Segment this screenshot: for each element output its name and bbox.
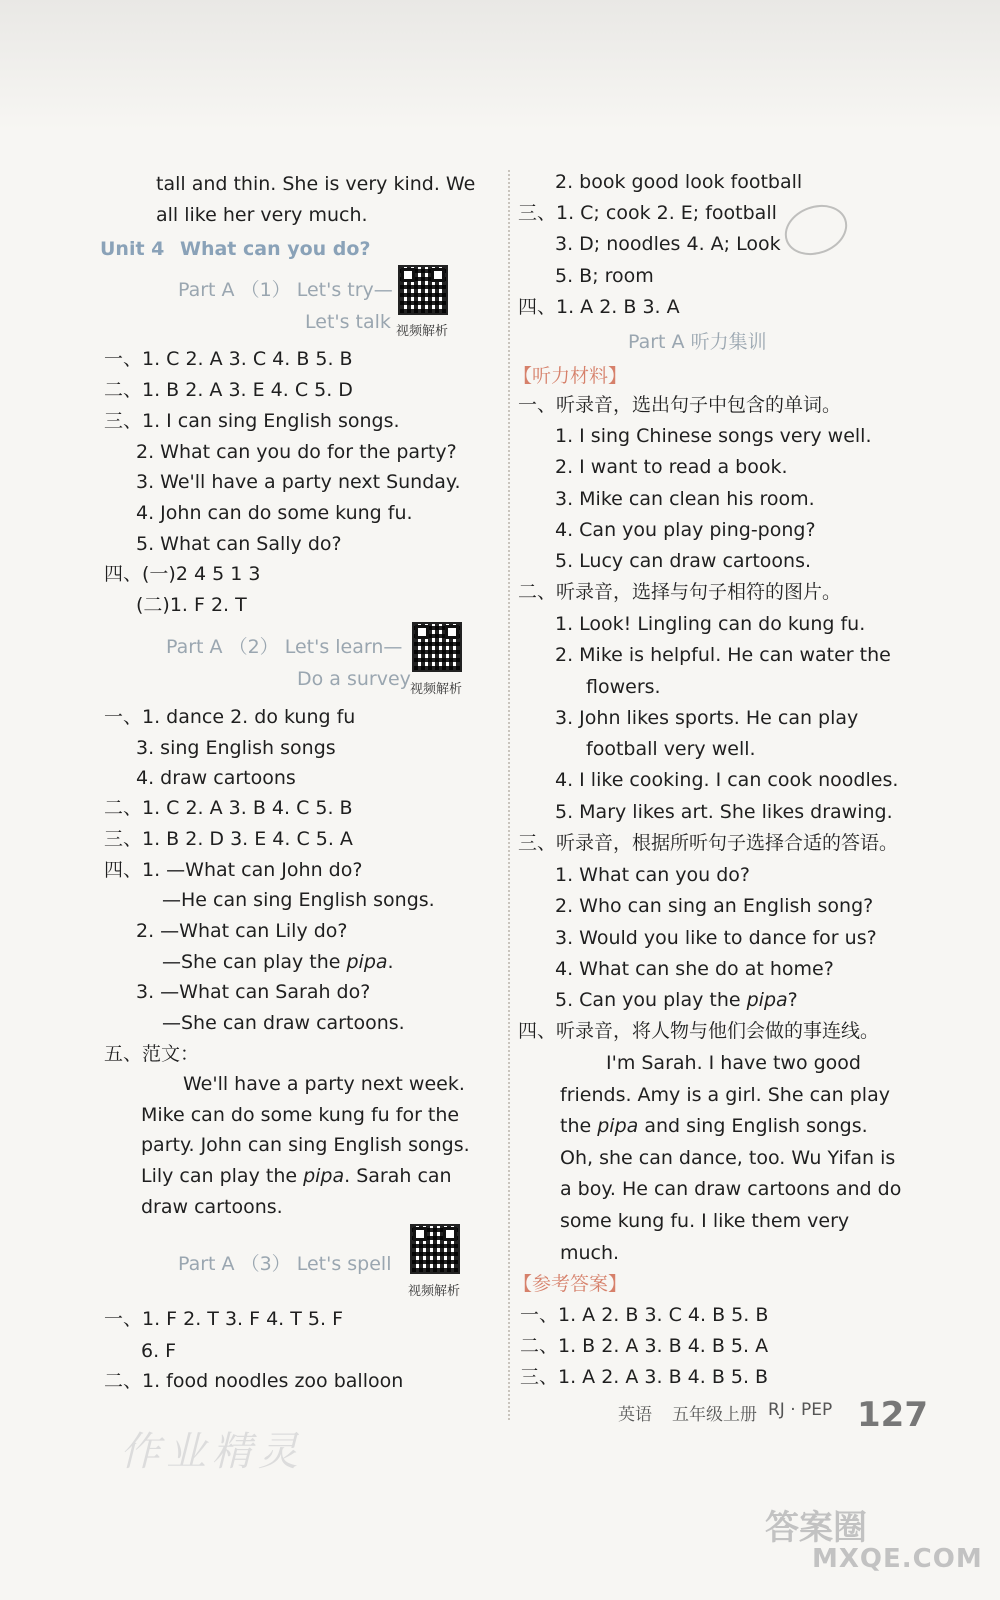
qr-label: 视频解析 bbox=[408, 1284, 461, 1299]
unit-label: Unit 4 bbox=[100, 238, 165, 260]
answer-line: 三、1. I can sing English songs. bbox=[104, 410, 400, 432]
footer-edition: RJ · PEP bbox=[768, 1400, 833, 1420]
answer-line: 3. sing English songs bbox=[136, 737, 336, 759]
text-run: . bbox=[387, 951, 394, 973]
answer-line bbox=[162, 950, 394, 974]
transcript-line bbox=[560, 1114, 868, 1138]
page-number: 127 bbox=[857, 1395, 928, 1435]
italic-word: pipa bbox=[746, 989, 788, 1011]
essay-line: Mike can do some kung fu for the bbox=[141, 1104, 460, 1126]
watermark-text: 作业精灵 bbox=[120, 1429, 304, 1475]
essay-line: party. John can sing English songs. bbox=[141, 1134, 470, 1156]
instruction-line: 三、听录音，根据所听句子选择合适的答语。 bbox=[518, 832, 899, 854]
footer-subject: 英语 bbox=[618, 1405, 652, 1425]
essay-line bbox=[141, 1164, 452, 1188]
section-heading: Part A （2） Let's learn— bbox=[166, 636, 403, 658]
transcript-line: friends. Amy is a girl. She can play bbox=[560, 1084, 890, 1106]
transcript-line: 4. Can you play ping-pong? bbox=[555, 519, 816, 541]
transcript-line: 4. What can she do at home? bbox=[555, 958, 834, 980]
answer-line: 3. —What can Sarah do? bbox=[136, 981, 371, 1003]
answer-line: 3. D; noodles 4. A; Look bbox=[555, 233, 781, 255]
answer-line: 5. B; room bbox=[555, 265, 654, 287]
answer-line: (二)1. F 2. T bbox=[136, 594, 247, 616]
qr-label: 视频解析 bbox=[410, 682, 463, 697]
transcript-line bbox=[555, 988, 798, 1012]
answer-line: 4. John can do some kung fu. bbox=[136, 502, 413, 524]
italic-word: pipa bbox=[303, 1165, 345, 1187]
answer-line: 三、1. A 2. A 3. B 4. B 5. B bbox=[520, 1366, 769, 1388]
transcript-line: 3. Would you like to dance for us? bbox=[555, 927, 877, 949]
italic-word: pipa bbox=[597, 1115, 639, 1137]
text-run: the bbox=[560, 1115, 598, 1137]
transcript-line: 2. I want to read a book. bbox=[555, 456, 788, 478]
text-line: tall and thin. She is very kind. We bbox=[156, 173, 476, 195]
site-watermark-logo: 答案圈 bbox=[765, 1508, 867, 1548]
answer-line: 二、1. C 2. A 3. B 4. C 5. B bbox=[104, 797, 353, 819]
column-divider bbox=[508, 170, 510, 1420]
text-run: 5. Can you play the bbox=[555, 989, 747, 1011]
qr-code-icon[interactable] bbox=[410, 1224, 460, 1274]
section-heading: Part A （1） Let's try— bbox=[178, 279, 393, 301]
section-heading-2: Let's talk bbox=[305, 311, 391, 333]
footer-grade: 五年级上册 bbox=[672, 1405, 757, 1425]
answer-line: 4. draw cartoons bbox=[136, 767, 296, 789]
transcript-line: football very well. bbox=[586, 738, 756, 760]
answer-line: 一、1. C 2. A 3. C 4. B 5. B bbox=[104, 348, 353, 370]
text-run: —She can play the bbox=[162, 951, 347, 973]
answers-label: 【参考答案】 bbox=[513, 1273, 628, 1295]
answer-line: —She can draw cartoons. bbox=[162, 1012, 405, 1034]
qr-code-icon[interactable] bbox=[412, 622, 462, 672]
seal-stamp bbox=[778, 197, 855, 264]
transcript-line: flowers. bbox=[586, 676, 661, 698]
italic-word: pipa bbox=[346, 951, 388, 973]
answer-line: 一、1. dance 2. do kung fu bbox=[104, 706, 356, 728]
answer-line: 二、1. B 2. A 3. E 4. C 5. D bbox=[104, 379, 353, 401]
answer-line: 二、1. food noodles zoo balloon bbox=[104, 1370, 404, 1392]
answer-line: 3. We'll have a party next Sunday. bbox=[136, 471, 461, 493]
transcript-line: a boy. He can draw cartoons and do bbox=[560, 1178, 902, 1200]
transcript-line: much. bbox=[560, 1242, 620, 1264]
section-heading: Part A 听力集训 bbox=[628, 331, 767, 353]
answer-line: 四、(一)2 4 5 1 3 bbox=[104, 563, 261, 585]
transcript-line: 5. Lucy can draw cartoons. bbox=[555, 550, 812, 572]
section-heading: Part A （3） Let's spell bbox=[178, 1253, 392, 1275]
instruction-line: 二、听录音，选择与句子相符的图片。 bbox=[518, 581, 842, 603]
essay-line: draw cartoons. bbox=[141, 1196, 283, 1218]
transcript-line: 4. I like cooking. I can cook noodles. bbox=[555, 769, 899, 791]
qr-code-icon[interactable] bbox=[398, 265, 448, 315]
answer-line: 2. What can you do for the party? bbox=[136, 441, 457, 463]
text-run: . Sarah can bbox=[344, 1165, 452, 1187]
answer-line: 五、范文： bbox=[104, 1043, 200, 1065]
answer-line: 2. book good look football bbox=[555, 171, 803, 193]
scan-top-shadow bbox=[0, 0, 1000, 130]
transcript-line: 1. I sing Chinese songs very well. bbox=[555, 425, 872, 447]
answer-line: —He can sing English songs. bbox=[162, 889, 435, 911]
material-label: 【听力材料】 bbox=[513, 365, 628, 387]
transcript-line: 3. John likes sports. He can play bbox=[555, 707, 859, 729]
transcript-line: some kung fu. I like them very bbox=[560, 1210, 850, 1232]
qr-label: 视频解析 bbox=[396, 324, 449, 339]
instruction-line: 一、听录音，选出句子中包含的单词。 bbox=[518, 394, 842, 416]
transcript-line: I'm Sarah. I have two good bbox=[606, 1052, 861, 1074]
transcript-line: 5. Mary likes art. She likes drawing. bbox=[555, 801, 893, 823]
site-watermark-url: MXQE.COM bbox=[812, 1544, 983, 1574]
text-run: Lily can play the bbox=[141, 1165, 304, 1187]
transcript-line: 3. Mike can clean his room. bbox=[555, 488, 815, 510]
transcript-line: 2. Mike is helpful. He can water the bbox=[555, 644, 891, 666]
essay-line: We'll have a party next week. bbox=[183, 1073, 465, 1095]
answer-line: 6. F bbox=[141, 1340, 177, 1362]
answer-line: 一、1. F 2. T 3. F 4. T 5. F bbox=[104, 1308, 343, 1330]
answer-line: 一、1. A 2. B 3. C 4. B 5. B bbox=[520, 1304, 769, 1326]
answer-line: 5. What can Sally do? bbox=[136, 533, 342, 555]
text-run: and sing English songs. bbox=[638, 1115, 868, 1137]
transcript-line: 1. What can you do? bbox=[555, 864, 751, 886]
section-heading-2: Do a survey bbox=[297, 668, 411, 690]
transcript-line: 1. Look! Lingling can do kung fu. bbox=[555, 613, 866, 635]
text-line: all like her very much. bbox=[156, 204, 368, 226]
answer-line: 二、1. B 2. A 3. B 4. B 5. A bbox=[520, 1335, 769, 1357]
answer-line: 2. —What can Lily do? bbox=[136, 920, 348, 942]
answer-line: 三、1. B 2. D 3. E 4. C 5. A bbox=[104, 828, 353, 850]
transcript-line: 2. Who can sing an English song? bbox=[555, 895, 874, 917]
answer-line: 四、1. A 2. B 3. A bbox=[518, 296, 680, 318]
answer-line: 四、1. —What can John do? bbox=[104, 859, 363, 881]
text-run: ? bbox=[787, 989, 798, 1011]
transcript-line: Oh, she can dance, too. Wu Yifan is bbox=[560, 1147, 896, 1169]
unit-title: What can you do? bbox=[180, 238, 371, 260]
instruction-line: 四、听录音，将人物与他们会做的事连线。 bbox=[518, 1020, 880, 1042]
answer-line: 三、1. C; cook 2. E; football bbox=[518, 202, 777, 224]
